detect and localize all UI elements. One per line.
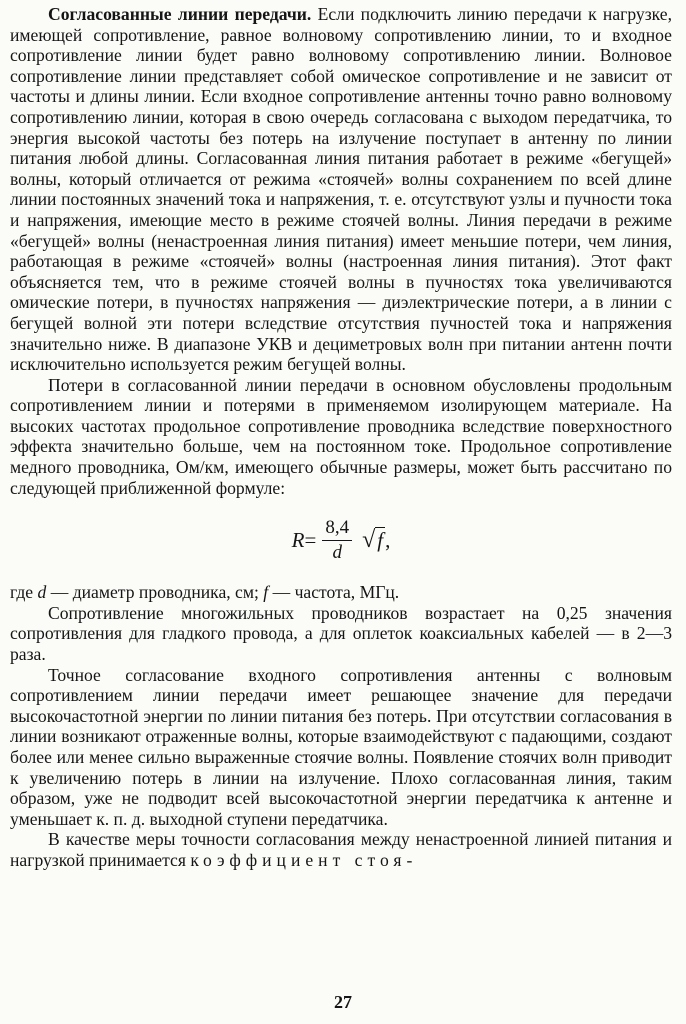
- paragraph-matched-lines: [10, 4, 672, 375]
- legend-d-symbol: d: [37, 582, 47, 603]
- formula-legend: [10, 582, 672, 603]
- spaced-term: коэффициент стоя-: [190, 849, 418, 870]
- paragraph-multistrand: [10, 603, 672, 665]
- formula-radicand: f: [377, 527, 384, 552]
- paragraph-text: Если подключить линию передачи к нагрузке, имеющей сопротивление, равное волновому сопротивлению линии, то и входное сопротивление линии будет равно волновому сопротивлению линии. Волновое сопротивление линии представляет собой омическое сопротивление и не зависит от частоты и длины линии. Если входное сопротивление антенны точно равно волновому сопротивлению линии, которая в свою очередь согласована с выходом передатчика, то энергия высокой частоты без потерь на излучение поступает в антенну по линии питания любой длины. Согласованная линия питания работает в режиме «бегущей» волны, который отличается от режима «стоячей» волны сохранением по всей длине линии постоянных значений тока и напряжения, т. е. отсутствуют узлы и пучности тока и напряжения, имеющие место в режиме стоячей волны. Линия передачи в режиме «бегущей» волны (ненастроенная линия питания) имеет меньшие потери, чем линия, работающая в режиме «стоячей» волны (настроенная линия питания). Этот факт объясняется тем, что в режиме стоячей волны в пучностях тока увеличиваются омические потери, в пучностях напряжения — диэлектрические потери, а в линии с бегущей волной эти потери вследствие отсутствия пучностей тока и напряжения значительно ниже. В диапазоне УКВ и дециметровых волн при питании антенн почти исключительно используется режим бегущей волны.: [10, 4, 672, 375]
- formula-numerator: 8,4: [322, 517, 352, 541]
- legend-prefix: где: [10, 582, 38, 603]
- resistance-formula: [10, 498, 672, 582]
- formula-tail: ,: [385, 527, 391, 552]
- paragraph-text: Сопротивление многожильных проводников возрастает на 0,25 значения сопротивления для гладкого провода, а для оплеток коаксиальных кабелей — в 2—3 раза.: [10, 602, 672, 665]
- paragraph-exact-matching: [10, 665, 672, 830]
- sqrt-sign: √: [362, 526, 376, 553]
- paragraph-matching-measure: [10, 829, 672, 870]
- formula-radical: [362, 527, 385, 554]
- formula-denominator: d: [332, 541, 342, 563]
- paragraph-losses: [10, 375, 672, 499]
- formula-lhs: R: [291, 527, 305, 552]
- formula-equals: =: [304, 527, 317, 552]
- formula-fraction: [322, 517, 352, 564]
- legend-d-text: — диаметр проводника, см;: [46, 582, 264, 603]
- section-heading-inline: Согласованные линии передачи.: [48, 4, 312, 24]
- legend-f-text: — частота, МГц.: [268, 582, 400, 603]
- page-number: 27: [334, 992, 352, 1012]
- legend-f-symbol: f: [263, 582, 269, 603]
- paragraph-text: Потери в согласованной линии передачи в основном обусловлены продольным сопротивлением линии и потерями в применяемом изолирующем материале. На высоких частотах продольное сопротивление проводника вследствие поверхностного эффекта значительно больше, чем на постоянном токе. Продольное сопротивление медного проводника, Ом/км, имеющего обычные размеры, может быть рассчитано по следующей приближенной формуле:: [10, 374, 672, 498]
- paragraph-text: В качестве меры точности согласования между ненастроенной линией питания и нагрузкой принимается: [10, 829, 672, 870]
- paragraph-text: Точное согласование входного сопротивления антенны с волновым сопротивлением линии передачи имеет решающее значение для передачи высокочастотной энергии по линии питания без потерь. При отсутствии согласования в линии возникают отраженные волны, которые взаимодействуют с падающими, создают более или менее сильно выраженные стоячие волны. Появление стоячих волн приводит к увеличению потерь в линии на излучение. Плохо согласованная линия, таким образом, уже не подводит всей высокочастотной энергии передатчика к антенне и уменьшает к. п. д. выходной ступени передатчика.: [10, 664, 672, 829]
